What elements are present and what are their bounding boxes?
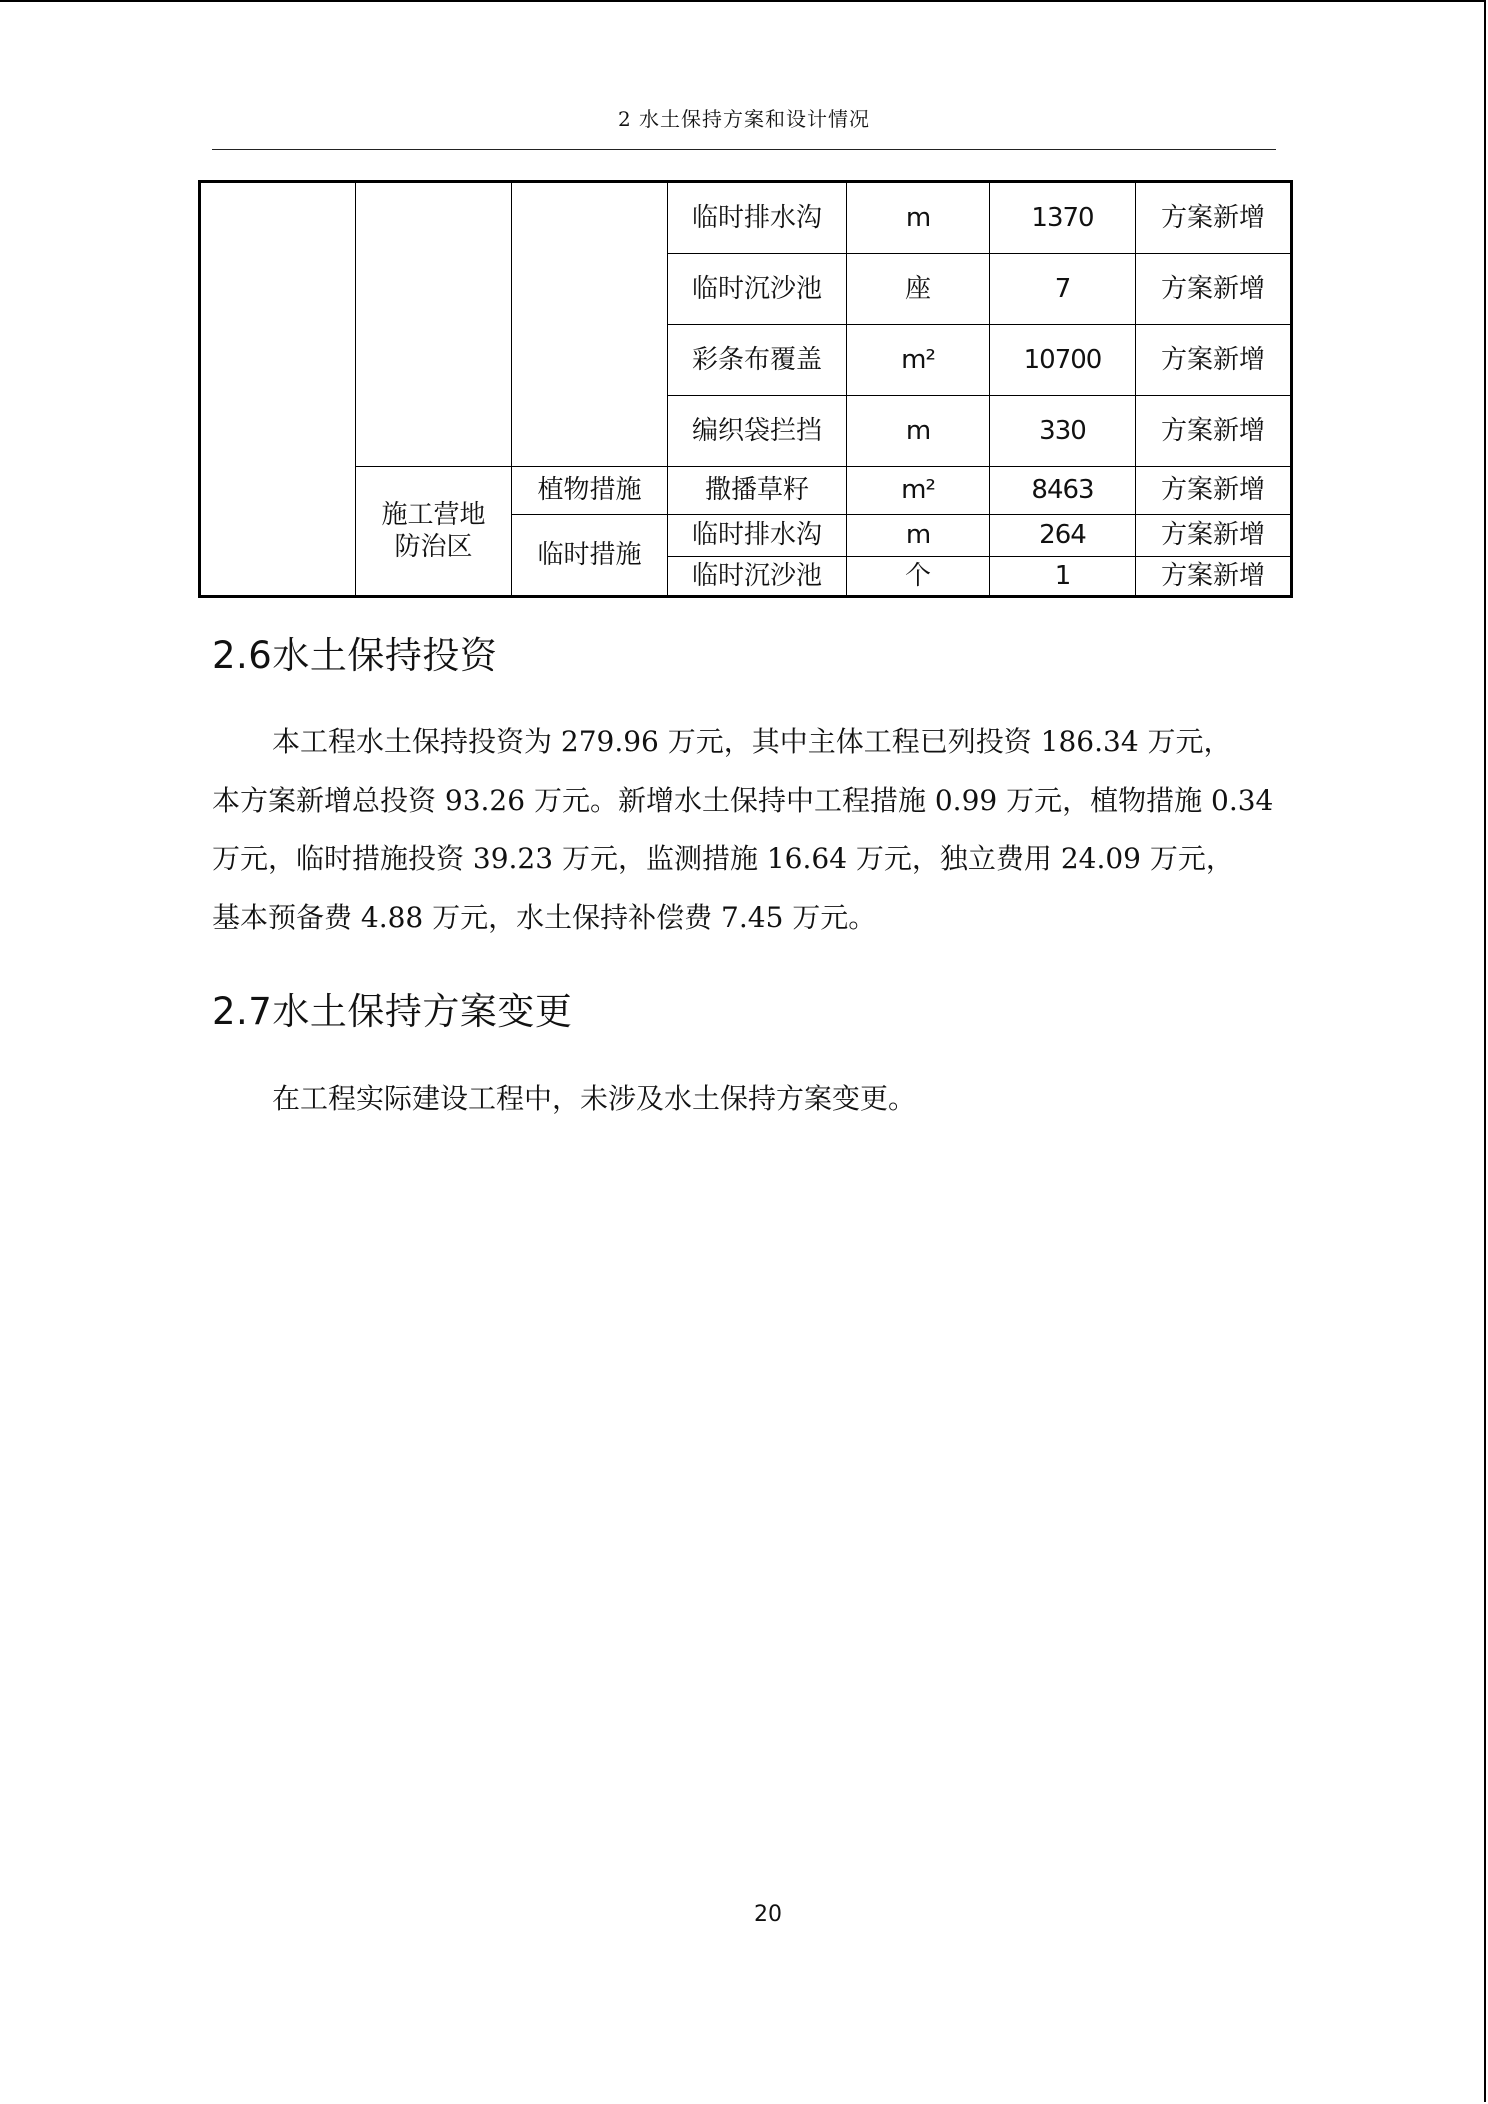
table-cell-measure: 临时排水沟 (668, 182, 847, 254)
table-cell-measure: 编织袋拦挡 (668, 396, 847, 467)
table-cell-zone-blank (200, 182, 356, 597)
table-cell-qty: 1 (990, 557, 1136, 597)
table-cell-unit: m² (847, 325, 990, 396)
header-rule (212, 149, 1276, 150)
table-row (200, 182, 1292, 254)
table-cell-measure: 撒播草籽 (668, 467, 847, 515)
table-cell-qty: 1370 (990, 182, 1136, 254)
paragraph-line: 本工程水土保持投资为 279.96 万元，其中主体工程已列投资 186.34 万元， (272, 725, 1232, 758)
measures-table (198, 180, 1293, 598)
table-cell-unit: m (847, 182, 990, 254)
table-cell-qty: 8463 (990, 467, 1136, 515)
table-cell-measure: 彩条布覆盖 (668, 325, 847, 396)
table-cell-unit: 座 (847, 254, 990, 325)
table-cell-qty: 330 (990, 396, 1136, 467)
table-cell-measure: 临时排水沟 (668, 515, 847, 557)
page-number: 20 (754, 1902, 782, 1927)
paragraph-line: 基本预备费 4.88 万元，水土保持补偿费 7.45 万元。 (212, 900, 877, 934)
table-cell-unit: m (847, 515, 990, 557)
paragraph-line: 本方案新增总投资 93.26 万元。新增水土保持中工程措施 0.99 万元，植物措施 0.34 (212, 783, 1274, 817)
table-cell-unit: m² (847, 467, 990, 515)
paragraph-line: 在工程实际建设工程中，未涉及水土保持方案变更。 (272, 1082, 917, 1115)
table-cell-subzone-blank (356, 182, 512, 467)
table-cell-measure: 临时沉沙池 (668, 254, 847, 325)
change-paragraph (212, 1070, 1282, 1129)
table-cell-qty: 10700 (990, 325, 1136, 396)
table-cell-qty: 7 (990, 254, 1136, 325)
table-cell-note: 方案新增 (1136, 467, 1292, 515)
table-cell-note: 方案新增 (1136, 325, 1292, 396)
section-title-2-6: 2.6水土保持投资 (212, 634, 498, 677)
table-cell-note: 方案新增 (1136, 557, 1292, 597)
section-title-2-7: 2.7水土保持方案变更 (212, 990, 573, 1033)
table-cell-measure: 临时沉沙池 (668, 557, 847, 597)
paragraph-line: 万元，临时措施投资 39.23 万元，监测措施 16.64 万元，独立费用 24.09 万元， (212, 842, 1234, 876)
table-cell-note: 方案新增 (1136, 396, 1292, 467)
table-cell-type-plant: 植物措施 (512, 467, 668, 515)
table-cell-zone-camp: 施工营地防治区 (356, 467, 512, 597)
table-cell-note: 方案新增 (1136, 515, 1292, 557)
table-cell-unit: m (847, 396, 990, 467)
investment-paragraph (212, 713, 1282, 947)
table-row (200, 467, 1292, 515)
table-cell-note: 方案新增 (1136, 254, 1292, 325)
table-cell-type-temp: 临时措施 (512, 515, 668, 597)
table-cell-unit: 个 (847, 557, 990, 597)
table-cell-qty: 264 (990, 515, 1136, 557)
table-cell-note: 方案新增 (1136, 182, 1292, 254)
running-header: 2 水土保持方案和设计情况 (617, 107, 871, 131)
table-cell-type-blank (512, 182, 668, 467)
